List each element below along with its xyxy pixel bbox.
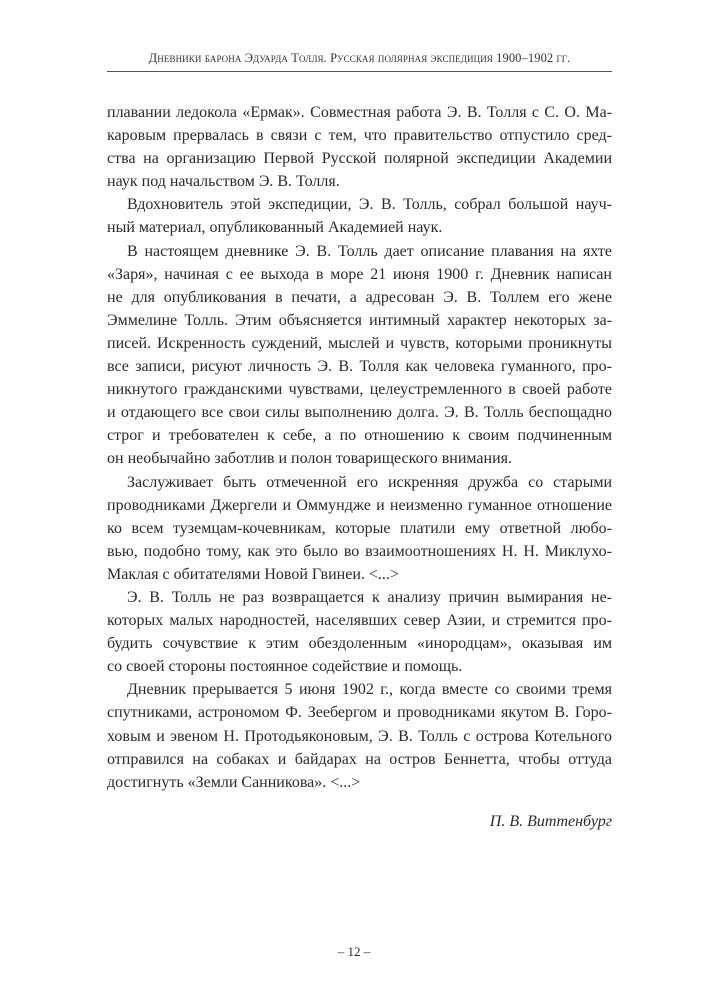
running-header: Дневники барона Эдуарда Толля. Русская полярная экспедиция 1900–1902 гг. [148,51,571,65]
text-line: ный материал, опубликованный Академией наук. [107,219,443,237]
text-line: не для опубликования в печати, а адресован Э. В. Толлем его жене [107,288,612,306]
text-line: строг и требователен к себе, а по отношению к своим подчиненным [107,427,612,445]
text-line: спутниками, астрономом Ф. Зеебергом и проводниками якутом В. Горо- [107,704,612,722]
page-content [107,51,612,833]
text-line: Вдохновитель этой экспедиции, Э. В. Толль, собрал большой науч- [127,196,612,214]
text-line: будить сочувствие к этим обездоленным «инородцам», оказывая им [107,635,612,653]
text-line: наук под начальством Э. В. Толля. [107,173,340,191]
paragraph [107,678,612,793]
text-line: достигнуть «Земли Санникова». <...> [107,773,361,791]
body-text [107,101,612,794]
text-line: В настоящем дневнике Э. В. Толль дает описание плавания на яхте [127,242,612,260]
text-line: писей. Искренность суждений, мыслей и чувств, которыми проникнуты [107,334,612,352]
text-line: никнутого гражданскими чувствами, целеустремленного в своей работе [107,381,612,399]
paragraph [107,586,612,678]
text-line: Дневник прерывается 5 июня 1902 г., когда вместе со своими тремя [127,681,612,699]
text-line: которых малых народностей, населявших север Азии, и стремится про- [107,612,612,630]
text-line: все записи, рисуют личность Э. В. Толля как человека гуманного, про- [107,358,612,376]
text-line: проводниками Джергели и Оммундже и неизменно гуманное отношение [107,496,612,514]
text-line: каровым прервалась в связи с тем, что правительство отпустило сред- [107,127,612,145]
text-line: Э. В. Толль не раз возвращается к анализу причин вымирания не- [127,588,612,606]
paragraph [107,471,612,586]
paragraph [107,193,612,239]
text-line: вью, подобно тому, как это было во взаимоотношениях Н. Н. Миклухо- [107,542,612,560]
paragraph [107,240,612,471]
text-line: ства на организацию Первой Русской полярной экспедиции Академии [107,150,612,168]
text-line: ко всем туземцам-кочевникам, которые платили ему ответной любо- [107,519,612,537]
author-signature: П. В. Виттенбург [489,812,612,830]
text-line: Маклая с обитателями Новой Гвинеи. <...> [107,565,399,583]
paragraph [107,101,612,193]
text-line: отправился на собаках и байдарах на остров Беннетта, чтобы оттуда [107,750,612,768]
header-rule [107,71,612,72]
text-line: плавании ледокола «Ермак». Совместная работа Э. В. Толля с С. О. Ма- [107,104,612,121]
page-number: – 12 – [337,944,371,959]
text-line: ховым и эвеном Н. Протодьяконовым, Э. В. Толль с острова Котельного [107,727,612,745]
text-line: со своей стороны постоянное содействие и помощь. [107,658,463,676]
text-line: «Заря», начиная с ее выхода в море 21 июня 1900 г. Дневник написан [107,265,612,283]
text-line: Заслуживает быть отмеченной его искренняя дружба со старыми [127,473,612,491]
text-line: Эммелине Толль. Этим объясняется интимный характер некоторых за- [107,311,612,329]
text-line: он необычайно заботлив и полон товарищеского внимания. [107,450,513,468]
text-line: и отдающего все свои силы выполнению долга. Э. В. Толль беспощадно [107,404,612,422]
